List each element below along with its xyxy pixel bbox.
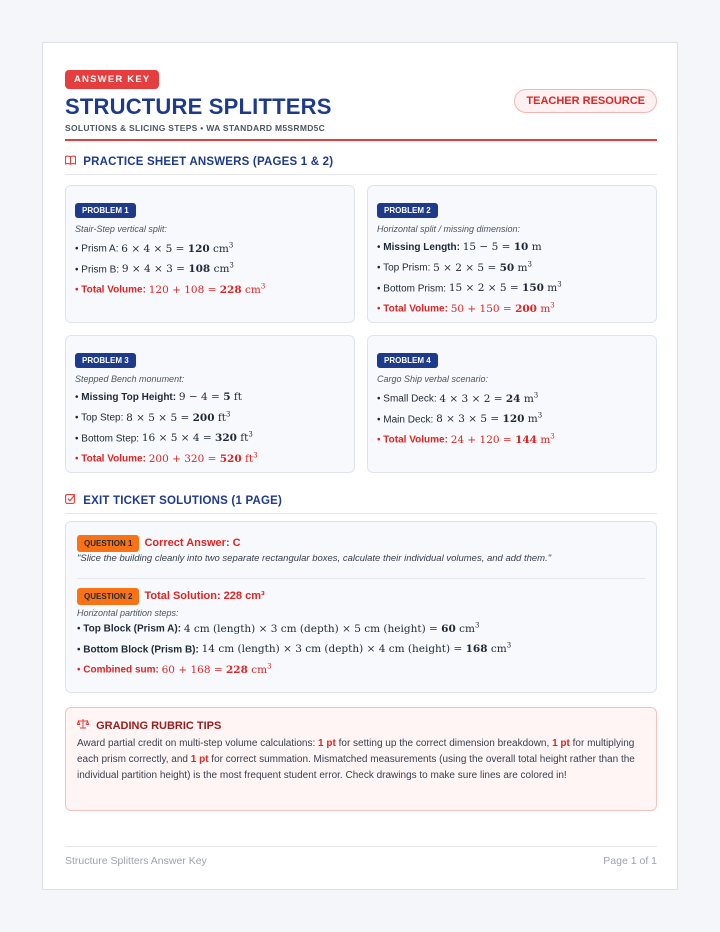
problem-card-2 xyxy=(367,185,657,323)
page-title: STRUCTURE SPLITTERS xyxy=(65,94,332,119)
bullet: • xyxy=(77,644,84,655)
rubric-point: 1 pt xyxy=(318,738,336,749)
line-label: Main Deck: xyxy=(383,414,437,425)
result-value: 120 xyxy=(502,413,525,425)
calculation-line xyxy=(377,260,647,274)
exit-section-heading xyxy=(65,493,657,514)
exit-ticket-card xyxy=(65,521,657,693)
unit-exponent: 3 xyxy=(550,301,555,309)
problem-description: Horizontal split / missing dimension: xyxy=(377,224,521,234)
expression: 14 cm (length) × 3 cm (depth) × 4 cm (height) = xyxy=(201,643,466,655)
result-value: 228 xyxy=(219,283,242,296)
question-2-description: Horizontal partition steps: xyxy=(77,608,179,618)
expression: 6 × 4 × 5 = xyxy=(121,242,188,255)
calculation-line xyxy=(75,451,345,465)
line-expression xyxy=(451,303,555,315)
line-expression xyxy=(451,434,555,446)
result-value: 520 xyxy=(219,452,242,465)
unit-exponent: 3 xyxy=(229,261,234,270)
rubric-point: 1 pt xyxy=(552,738,570,749)
exit-heading-text: EXIT TICKET SOLUTIONS (1 PAGE) xyxy=(83,495,283,507)
result-value: 144 xyxy=(515,433,537,446)
bullet: • xyxy=(75,412,82,424)
expression: 8 × 5 × 5 = xyxy=(126,411,193,424)
line-label: Bottom Block (Prism B): xyxy=(83,644,202,655)
calculation-line xyxy=(75,282,345,296)
calculation-line xyxy=(377,281,647,295)
unit-exponent: 3 xyxy=(228,241,234,249)
expression: 50 + 150 = xyxy=(450,302,516,315)
line-label: Total Volume: xyxy=(383,434,451,446)
calculation-line xyxy=(377,412,647,426)
unit: cm xyxy=(247,663,268,676)
expression: 15 × 2 × 5 = xyxy=(448,282,523,294)
line-expression xyxy=(202,643,512,655)
question-2-row xyxy=(77,586,265,605)
line-expression xyxy=(463,241,542,253)
result-value: 228 xyxy=(225,663,248,676)
result-value: 168 xyxy=(465,643,488,655)
unit: m xyxy=(536,433,551,446)
line-expression xyxy=(439,393,538,405)
rubric-title-text: GRADING RUBRIC TIPS xyxy=(96,720,222,732)
rubric-text: for correct summation. Mismatched measurements (using the overall total height rather than the individual partition height) is the most frequent student error. Check drawings to make sure lines are colored in! xyxy=(77,754,635,781)
line-expression xyxy=(149,284,266,296)
unit-exponent: 3 xyxy=(248,430,253,439)
result-value: 200 xyxy=(192,411,215,424)
unit-exponent: 3 xyxy=(506,641,512,650)
result-value: 50 xyxy=(499,261,515,274)
answer-key-page xyxy=(42,42,678,890)
rubric-title xyxy=(77,718,645,732)
expression: 120 + 108 = xyxy=(148,283,220,296)
expression: 16 × 5 × 4 = xyxy=(141,432,216,444)
line-expression xyxy=(142,432,253,444)
answer-key-badge: ANSWER KEY xyxy=(65,70,159,89)
result-value: 150 xyxy=(522,282,544,294)
unit: m xyxy=(514,261,528,274)
expression: 9 − 4 = xyxy=(178,391,224,403)
line-label: Top Step: xyxy=(81,412,127,424)
expression: 5 × 2 × 5 = xyxy=(433,261,500,274)
book-icon xyxy=(65,156,79,168)
bullet: • xyxy=(75,433,82,444)
calculation-line xyxy=(77,662,511,676)
rubric-text: for multiplying each prism correctly, and xyxy=(77,738,635,765)
unit-exponent: 3 xyxy=(550,432,555,440)
practice-section-heading xyxy=(65,155,657,175)
practice-heading-text: PRACTICE SHEET ANSWERS (PAGES 1 & 2) xyxy=(83,156,334,168)
problem-lines xyxy=(377,241,647,315)
problem-lines xyxy=(75,241,345,296)
expression: 24 + 120 = xyxy=(450,433,516,446)
page-subtitle: SOLUTIONS & SLICING STEPS • WA STANDARD M5SRMD5C xyxy=(65,123,326,133)
line-expression xyxy=(179,391,242,403)
bullet: • xyxy=(77,623,84,635)
rubric-text: Award partial credit on multi-step volume calculations: xyxy=(77,738,319,749)
problem-lines xyxy=(75,391,345,465)
unit: m xyxy=(528,241,542,253)
line-label: Missing Length: xyxy=(383,242,463,253)
unit: ft xyxy=(236,432,249,444)
line-label: Bottom Prism: xyxy=(383,283,449,294)
question-2-lines xyxy=(77,614,511,676)
scale-icon xyxy=(77,720,92,732)
bullet: • xyxy=(377,434,384,446)
unit: m xyxy=(520,392,534,405)
bullet: • xyxy=(75,392,82,403)
problem-description: Stair-Step vertical split: xyxy=(75,224,167,234)
question-1-row xyxy=(77,533,241,552)
question-1-quote: "Slice the building cleanly into two separate rectangular boxes, calculate their individual volumes, and add them." xyxy=(77,553,552,564)
line-label: Combined sum: xyxy=(83,664,162,676)
unit-exponent: 3 xyxy=(225,410,231,418)
calculation-line xyxy=(75,262,345,276)
line-expression xyxy=(184,623,480,635)
footer-title: Structure Splitters Answer Key xyxy=(65,855,207,867)
page-footer xyxy=(65,846,657,867)
line-label: Top Block (Prism A): xyxy=(83,623,184,635)
question-title: Total Solution: 228 cm³ xyxy=(144,590,265,602)
calculation-line xyxy=(75,431,345,445)
result-value: 320 xyxy=(215,432,237,444)
bullet: • xyxy=(377,414,384,425)
result-value: 108 xyxy=(188,263,211,275)
result-value: 10 xyxy=(513,241,529,253)
line-label: Top Prism: xyxy=(383,262,434,274)
calculation-line xyxy=(77,642,511,656)
teacher-resource-badge: TEACHER RESOURCE xyxy=(514,89,657,113)
rubric-point: 1 pt xyxy=(190,754,209,765)
calculation-line xyxy=(377,241,647,253)
question-title: Correct Answer: C xyxy=(144,537,241,549)
line-expression xyxy=(162,664,272,676)
line-label: Bottom Step: xyxy=(81,433,142,444)
unit: ft xyxy=(214,411,226,424)
problem-description: Stepped Bench monument: xyxy=(75,374,185,384)
unit: cm xyxy=(210,263,230,275)
unit-exponent: 3 xyxy=(260,282,266,290)
calculation-line xyxy=(377,391,647,405)
expression: 9 × 4 × 3 = xyxy=(121,263,189,275)
line-label: Missing Top Height: xyxy=(81,392,179,403)
line-expression xyxy=(149,453,258,465)
problem-description: Cargo Ship verbal scenario: xyxy=(377,374,489,384)
line-expression xyxy=(436,413,542,425)
expression: 4 cm (length) × 3 cm (depth) × 5 cm (height) = xyxy=(183,622,442,635)
unit-exponent: 3 xyxy=(527,260,532,268)
line-label: Prism B: xyxy=(81,264,122,275)
bullet: • xyxy=(377,303,384,315)
line-label: Total Volume: xyxy=(383,303,451,315)
problem-badge: PROBLEM 2 xyxy=(377,203,438,218)
line-expression xyxy=(121,243,233,255)
unit-exponent: 3 xyxy=(253,451,258,459)
unit-exponent: 3 xyxy=(537,411,543,420)
rubric-text: for setting up the correct dimension breakdown, xyxy=(335,738,553,749)
unit: m xyxy=(536,302,551,315)
bullet: • xyxy=(77,664,84,676)
question-badge: QUESTION 1 xyxy=(77,535,139,552)
line-label: Total Volume: xyxy=(81,453,149,465)
problem-badge: PROBLEM 1 xyxy=(75,203,136,218)
result-value: 60 xyxy=(441,622,456,635)
unit-exponent: 3 xyxy=(557,280,562,289)
footer-page-number: Page 1 of 1 xyxy=(603,855,657,867)
rubric-body xyxy=(77,736,645,784)
line-expression xyxy=(449,282,562,294)
calculation-line xyxy=(377,301,647,315)
unit-exponent: 3 xyxy=(474,621,480,629)
result-value: 120 xyxy=(187,242,210,255)
bullet: • xyxy=(377,242,384,253)
calculation-line xyxy=(75,410,345,424)
bullet: • xyxy=(75,243,82,255)
unit-exponent: 3 xyxy=(533,391,539,399)
bullet: • xyxy=(75,264,82,275)
line-expression xyxy=(122,263,234,275)
problem-card-4 xyxy=(367,335,657,473)
header-divider xyxy=(65,139,657,141)
unit: cm xyxy=(209,242,229,255)
line-expression xyxy=(433,262,532,274)
problem-badge: PROBLEM 3 xyxy=(75,353,136,368)
bullet: • xyxy=(377,393,384,405)
question-badge: QUESTION 2 xyxy=(77,588,139,605)
expression: 4 × 3 × 2 = xyxy=(439,392,506,405)
line-label: Total Volume: xyxy=(81,284,149,296)
unit: m xyxy=(543,282,558,294)
line-expression xyxy=(126,412,230,424)
grading-rubric-box xyxy=(65,707,657,811)
calculation-line xyxy=(377,432,647,446)
unit: cm xyxy=(455,622,475,635)
unit-exponent: 3 xyxy=(267,662,272,670)
result-value: 24 xyxy=(505,392,521,405)
result-value: 5 xyxy=(223,391,231,403)
bullet: • xyxy=(75,284,82,296)
result-value: 200 xyxy=(515,302,537,315)
unit: m xyxy=(524,413,538,425)
expression: 200 + 320 = xyxy=(148,452,220,465)
expression: 60 + 168 = xyxy=(161,663,226,676)
calculation-line xyxy=(75,391,345,403)
expression: 8 × 3 × 5 = xyxy=(436,413,503,425)
unit: cm xyxy=(241,283,261,296)
bullet: • xyxy=(75,453,82,465)
problem-card-3 xyxy=(65,335,355,473)
problem-lines xyxy=(377,391,647,446)
question-divider xyxy=(77,578,645,579)
line-label: Prism A: xyxy=(81,243,122,255)
expression: 15 − 5 = xyxy=(462,241,514,253)
calculation-line xyxy=(75,241,345,255)
unit: cm xyxy=(487,643,507,655)
bullet: • xyxy=(377,283,384,294)
problem-card-1 xyxy=(65,185,355,323)
unit: ft xyxy=(230,391,242,403)
bullet: • xyxy=(377,262,384,274)
checkbox-icon xyxy=(65,495,79,507)
line-label: Small Deck: xyxy=(383,393,440,405)
calculation-line xyxy=(77,621,511,635)
problem-badge: PROBLEM 4 xyxy=(377,353,438,368)
unit: ft xyxy=(241,452,254,465)
